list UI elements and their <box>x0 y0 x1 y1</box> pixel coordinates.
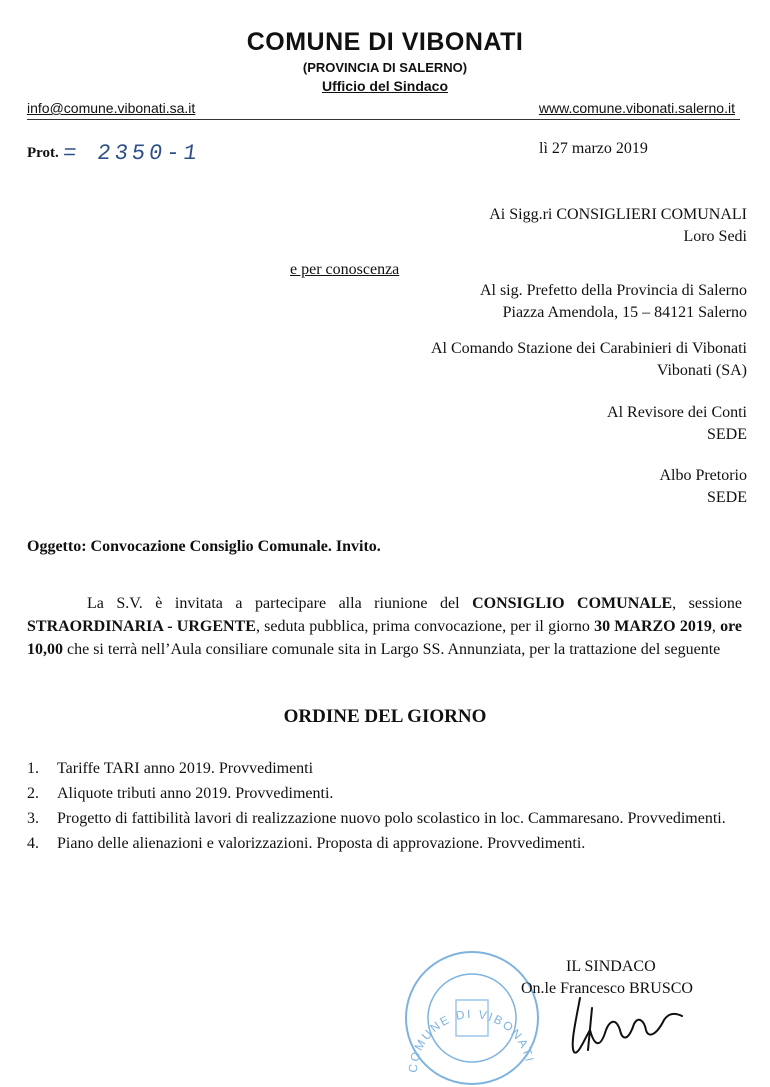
recipient-line: SEDE <box>707 426 747 443</box>
agenda-heading: ORDINE DEL GIORNO <box>283 706 487 727</box>
recipient-councillors <box>489 204 747 248</box>
signatory-name: On.le Francesco BRUSCO <box>521 980 693 997</box>
agenda-item-number: 1. <box>27 760 39 777</box>
protocol-number: = 2350-1 <box>61 141 203 166</box>
agenda-item <box>27 783 747 804</box>
body-text: La S.V. è invitata a partecipare alla riunione del <box>87 595 473 612</box>
header-website: www.comune.vibonati.salerno.it <box>538 100 735 116</box>
recipient-line: Ai Sigg.ri CONSIGLIERI COMUNALI <box>489 206 747 223</box>
recipient-line: Al Comando Stazione dei Carabinieri di Vibonati <box>430 340 747 357</box>
signatory-title: IL SINDACO <box>566 958 656 975</box>
subject-label: Oggetto <box>27 538 82 555</box>
subject-line <box>27 538 381 556</box>
recipient-carabinieri <box>431 338 747 382</box>
body-bold: CONSIGLIO COMUNALE <box>472 595 673 612</box>
svg-text:COMUNE DI VIBONATI: COMUNE DI VIBONATI <box>405 1006 538 1074</box>
agenda-list <box>27 758 747 858</box>
agenda-item-number: 2. <box>27 785 39 802</box>
handwritten-signature-icon <box>560 990 690 1060</box>
body-text: , <box>711 618 721 635</box>
body-text: , sessione <box>672 595 743 612</box>
body-text: che si terrà nell’Aula consiliare comunale sita in Largo SS. Annunziata, per la trattazione del seguente <box>63 641 721 658</box>
agenda-item-number: 4. <box>27 835 39 852</box>
recipient-auditor <box>607 402 747 446</box>
municipal-stamp-icon <box>400 948 545 1087</box>
agenda-item <box>27 833 747 854</box>
letterhead-province: (PROVINCIA DI SALERNO) <box>302 60 468 75</box>
agenda-item <box>27 808 747 829</box>
cc-label: e per conoscenza <box>290 261 400 278</box>
protocol-label: Prot. <box>27 145 59 161</box>
recipient-prefect <box>480 280 747 324</box>
agenda-item-number: 3. <box>27 810 39 827</box>
recipient-line: Vibonati (SA) <box>656 362 747 379</box>
recipient-line: Al sig. Prefetto della Provincia di Salerno <box>479 282 747 299</box>
recipient-line: SEDE <box>707 489 747 506</box>
invitation-paragraph <box>27 592 742 661</box>
body-bold: 30 MARZO 2019 <box>594 618 712 635</box>
header-divider <box>27 119 740 120</box>
header-email: info@comune.vibonati.sa.it <box>27 100 196 116</box>
body-bold: ore 10,00 <box>27 618 743 658</box>
agenda-item-text: Piano delle alienazioni e valorizzazioni. Proposta di approvazione. Provvedimenti. <box>57 835 586 852</box>
recipient-line: Piazza Amendola, 15 – 84121 Salerno <box>502 304 747 321</box>
agenda-item-text: Aliquote tributi anno 2019. Provvedimenti. <box>57 785 334 802</box>
subject-text: : Convocazione Consiglio Comunale. Invito. <box>81 538 381 555</box>
recipient-notice-board <box>659 465 747 509</box>
recipient-line: Albo Pretorio <box>659 467 747 484</box>
agenda-item-text: Tariffe TARI anno 2019. Provvedimenti <box>57 760 314 777</box>
letterhead-office: Ufficio del Sindaco <box>321 78 448 94</box>
letterhead-title: COMUNE DI VIBONATI <box>246 28 524 56</box>
recipient-line: Loro Sedi <box>683 228 747 245</box>
agenda-item <box>27 758 747 779</box>
letter-date: lì 27 marzo 2019 <box>539 140 648 157</box>
body-bold: STRAORDINARIA - URGENTE <box>27 618 256 635</box>
recipient-line: Al Revisore dei Conti <box>607 404 747 421</box>
body-text: , seduta pubblica, prima convocazione, per il giorno <box>255 618 595 635</box>
agenda-item-text: Progetto di fattibilità lavori di realizzazione nuovo polo scolastico in loc. Cammaresano. Provvedimenti. <box>57 810 726 827</box>
